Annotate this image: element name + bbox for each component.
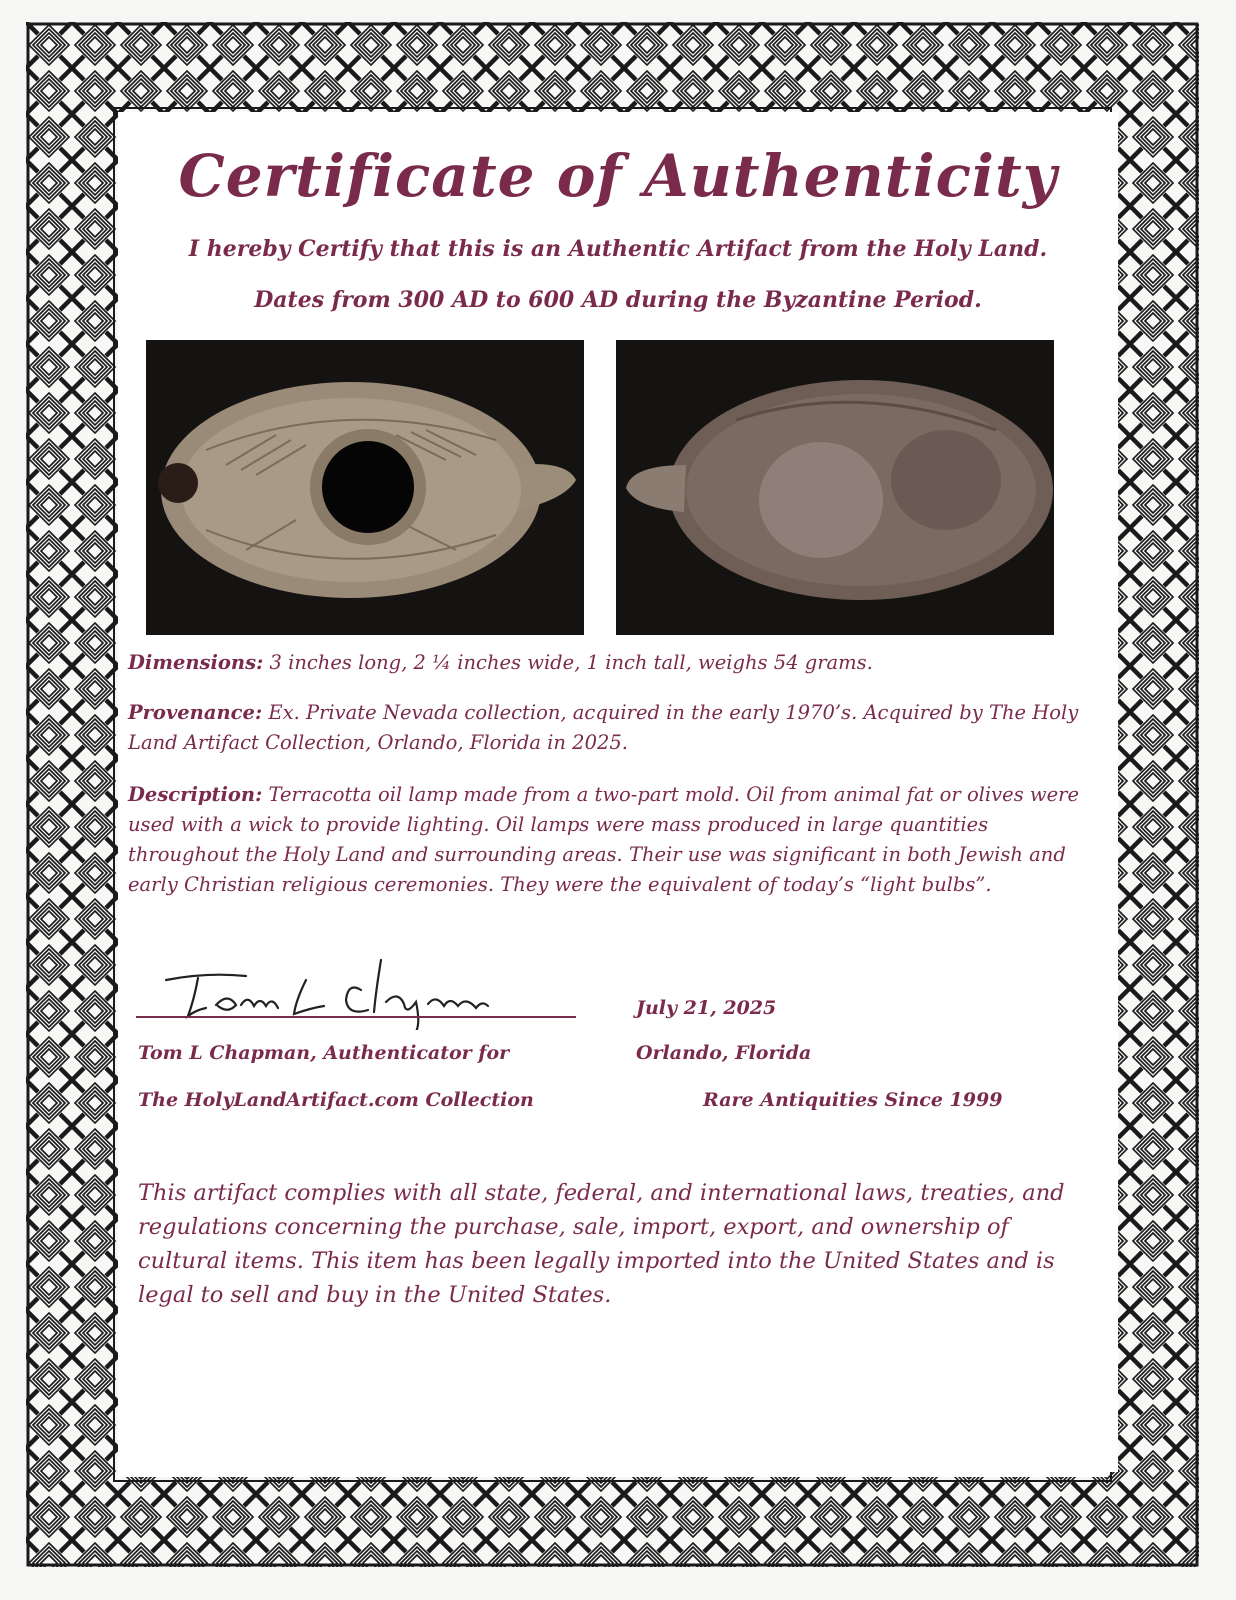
rare-antiquities-tagline: Rare Antiquities Since 1999 (703, 1089, 1003, 1111)
provenance-text: Ex. Private Nevada collection, acquired in the early 1970’s. Acquired by The Holy Land Artifact Collection, Orlando, Florida in 2025. (128, 701, 1079, 754)
dimensions-text: 3 inches long, 2 ¼ inches wide, 1 inch tall, weighs 54 grams. (269, 651, 873, 674)
provenance-label: Provenance: (128, 701, 263, 724)
legal-compliance-statement: This artifact complies with all state, federal, and international laws, treaties, and regulations concerning the purchase, sale, import, export, and ownership of cultural items. This item has been legally imported into the United States and is legal to sell and buy in the United States. (138, 1180, 1065, 1308)
certificate-body (118, 112, 1118, 1472)
certify-statement: I hereby Certify that this is an Authentic Artifact from the Holy Land. (188, 236, 1048, 262)
description-label: Description: (128, 783, 263, 806)
date-range-statement: Dates from 300 AD to 600 AD during the Byzantine Period. (254, 287, 982, 313)
signature-line (136, 1016, 576, 1018)
certificate-title: Certificate of Authenticity (178, 142, 1058, 210)
certificate-location: Orlando, Florida (636, 1042, 812, 1064)
description-text: Terracotta oil lamp made from a two-part mold. Oil from animal fat or olives were used with a wick to provide lighting. Oil lamps were mass produced in large quantities throughout the Holy Land and surrounding areas. Their use was significant in both Jewish and early Christian religious ceremonies. They were the equivalent of today’s “light bulbs”. (128, 783, 1080, 896)
certificate-date: July 21, 2025 (636, 997, 777, 1019)
oil-lamp-top-photo (146, 340, 584, 635)
authenticator-name: Tom L Chapman, Authenticator for (138, 1042, 510, 1064)
dimensions-label: Dimensions: (128, 651, 264, 674)
oil-lamp-bottom-photo (616, 340, 1054, 635)
collection-name: The HolyLandArtifact.com Collection (138, 1089, 534, 1111)
description-paragraph (128, 780, 1088, 900)
provenance-paragraph (128, 698, 1088, 758)
handwritten-signature (136, 950, 576, 1030)
dimensions-paragraph (128, 648, 1088, 678)
